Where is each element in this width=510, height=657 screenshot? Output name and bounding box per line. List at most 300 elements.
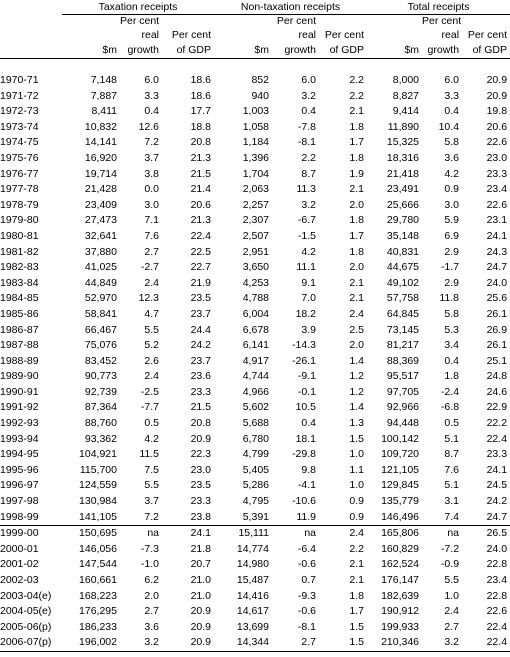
value-cell: 2.2 — [349, 542, 365, 555]
value-cell: 6.0 — [444, 74, 460, 86]
table-row — [0, 557, 510, 573]
value-cell: 852 — [251, 74, 269, 86]
table-row — [0, 542, 510, 558]
value-cell: -10.6 — [292, 495, 316, 508]
value-cell: 17.7 — [190, 105, 211, 118]
value-cell: 2,307 — [242, 214, 269, 227]
value-cell: 15,487 — [236, 574, 269, 586]
value-cell: 20.7 — [190, 558, 211, 571]
value-cell: 3.4 — [444, 339, 460, 352]
value-cell: -7.2 — [440, 542, 460, 555]
value-cell: 88,369 — [386, 354, 420, 367]
value-cell: 1.8 — [349, 120, 365, 133]
value-cell: 2.5 — [349, 323, 365, 336]
value-cell: 52,970 — [84, 292, 117, 305]
value-cell: 7.2 — [144, 136, 159, 149]
value-cell: 4,917 — [242, 354, 269, 367]
value-cell: 8,827 — [392, 89, 420, 102]
value-cell: 4,744 — [242, 370, 269, 383]
value-cell: 24.7 — [486, 261, 508, 274]
value-cell: 21.3 — [190, 151, 211, 164]
year-cell: 1971-72 — [0, 89, 39, 102]
value-cell: 199,933 — [381, 620, 420, 633]
value-cell: 5.5 — [444, 574, 460, 586]
value-cell: 4,795 — [242, 495, 269, 508]
subheader-cell — [62, 15, 120, 29]
value-cell: 2.4 — [349, 307, 365, 320]
value-cell: 7.6 — [444, 463, 460, 476]
value-cell: 4,253 — [242, 276, 269, 289]
value-cell: -29.8 — [292, 448, 316, 461]
subheader-cell — [62, 28, 120, 43]
year-cell: 2001-02 — [0, 558, 39, 571]
value-cell: 18.6 — [190, 74, 211, 86]
value-cell: 1.8 — [444, 370, 460, 383]
value-cell: 23.0 — [486, 151, 508, 164]
value-cell: 18,316 — [386, 151, 420, 164]
year-cell: 1991-92 — [0, 401, 39, 414]
year-cell: 1976-77 — [0, 167, 39, 180]
value-cell: 2.0 — [349, 339, 365, 352]
value-cell: 1.8 — [349, 589, 365, 602]
value-cell: 3.0 — [144, 198, 159, 211]
value-cell: -9.1 — [297, 370, 316, 383]
year-cell: 1994-95 — [0, 448, 39, 461]
value-cell: 2.7 — [444, 620, 460, 633]
value-cell: 5,405 — [242, 463, 269, 476]
year-cell: 2004-05(e) — [0, 605, 52, 618]
value-cell: -6.7 — [297, 214, 316, 227]
value-cell: 2.4 — [319, 526, 367, 542]
year-cell: 1973-74 — [0, 120, 39, 133]
value-cell: 146,056 — [79, 542, 117, 555]
subheader-cell: Per cent — [467, 29, 508, 41]
value-cell: 21.0 — [190, 574, 211, 586]
value-cell: 8.7 — [301, 167, 316, 180]
value-cell: 2.0 — [349, 261, 365, 274]
value-cell: -9.3 — [297, 589, 316, 602]
table-row — [0, 338, 510, 354]
value-cell: 23,409 — [84, 198, 117, 211]
value-cell: 90,773 — [84, 370, 117, 383]
table-row — [0, 229, 510, 245]
value-cell: 24.5 — [486, 479, 508, 492]
value-cell: 5.5 — [144, 479, 159, 492]
value-cell: 1.0 — [349, 448, 365, 461]
value-cell: 100,142 — [381, 432, 420, 445]
value-cell: 87,364 — [84, 401, 117, 414]
value-cell: 1.8 — [349, 214, 365, 227]
value-cell: 21.8 — [190, 542, 211, 555]
value-cell: -0.1 — [297, 385, 316, 398]
subheader-row-3 — [0, 43, 510, 59]
value-cell: 92,739 — [84, 385, 117, 398]
subheader-cell: Per cent — [422, 15, 462, 27]
value-cell: 22.8 — [486, 589, 508, 602]
value-cell: 1.0 — [444, 589, 460, 602]
value-cell: 147,544 — [79, 558, 117, 571]
value-cell: 0.4 — [301, 417, 316, 430]
value-cell: 1.7 — [349, 136, 365, 149]
value-cell: 9.1 — [301, 276, 316, 289]
value-cell: 11.5 — [139, 448, 159, 461]
value-cell: 18.1 — [295, 432, 316, 445]
value-cell: 13,699 — [236, 620, 269, 633]
table-row — [0, 463, 510, 479]
value-cell: na — [422, 526, 462, 542]
value-cell: 14,344 — [214, 635, 272, 651]
value-cell: 3.7 — [144, 151, 159, 164]
value-cell: 2.4 — [144, 370, 159, 383]
value-cell: 0.9 — [349, 510, 365, 523]
value-cell: -6.8 — [440, 401, 460, 414]
value-cell: 3.8 — [144, 167, 159, 180]
value-cell: 26.1 — [486, 339, 508, 352]
value-cell: 24.2 — [190, 339, 211, 352]
value-cell: 5.5 — [144, 323, 159, 336]
value-cell: 4.2 — [144, 432, 159, 445]
value-cell: 5.9 — [444, 214, 460, 227]
value-cell: 5.1 — [444, 479, 460, 492]
value-cell: 2.1 — [349, 183, 365, 196]
value-cell: 23.0 — [190, 463, 211, 476]
value-cell: 2.0 — [349, 198, 365, 211]
value-cell: 24.2 — [486, 495, 508, 508]
value-cell: 21.5 — [190, 167, 211, 180]
value-cell: -7.7 — [140, 401, 159, 414]
year-cell: 2002-03 — [0, 574, 39, 586]
value-cell: 7.0 — [301, 292, 316, 305]
value-cell: 19,714 — [84, 167, 117, 180]
year-cell: 1975-76 — [0, 151, 39, 164]
value-cell: -0.6 — [297, 605, 316, 618]
subheader-cell: Per cent — [120, 15, 160, 27]
value-cell: 2.9 — [444, 276, 460, 289]
value-cell: 22.4 — [486, 620, 508, 633]
value-cell: 7.1 — [144, 214, 159, 227]
value-cell: 115,700 — [79, 463, 117, 476]
value-cell: 2.1 — [349, 558, 365, 571]
value-cell: 41,025 — [84, 261, 117, 274]
value-cell: 1.5 — [349, 432, 365, 445]
header-blank — [0, 0, 62, 15]
value-cell: 176,147 — [381, 574, 420, 586]
subheader-cell: of GDP — [462, 43, 510, 59]
year-cell: 1999-00 — [0, 526, 62, 542]
value-cell: 88,760 — [84, 417, 117, 430]
value-cell: 83,452 — [84, 354, 117, 367]
year-cell: 1980-81 — [0, 229, 39, 242]
subheader-cell: growth — [272, 43, 319, 59]
value-cell: 20.6 — [190, 198, 211, 211]
table-row — [0, 213, 510, 229]
value-cell: 23.4 — [486, 183, 508, 196]
table-row — [0, 276, 510, 292]
value-cell: 21.5 — [190, 401, 211, 414]
value-cell: 23.5 — [190, 292, 211, 305]
table-row — [0, 400, 510, 416]
value-cell: 2.4 — [144, 276, 159, 289]
table-row — [0, 573, 510, 589]
value-cell: 2.7 — [272, 635, 319, 651]
value-cell: 11.3 — [296, 183, 316, 196]
value-cell: 1.8 — [349, 245, 365, 258]
value-cell: 2.2 — [349, 89, 365, 102]
value-cell: 2.4 — [444, 605, 460, 618]
value-cell: 6,004 — [242, 307, 269, 320]
table-row — [0, 198, 510, 214]
value-cell: 21,418 — [386, 167, 420, 180]
table-row — [0, 494, 510, 510]
value-cell: 97,705 — [386, 385, 420, 398]
value-cell: 10.4 — [438, 120, 460, 133]
value-cell: 6,780 — [242, 432, 269, 445]
subheader-cell — [214, 15, 272, 29]
value-cell: 2.6 — [144, 354, 159, 367]
value-cell: 2.7 — [144, 245, 159, 258]
table-row — [0, 447, 510, 463]
year-cell: 2005-06(p) — [0, 620, 52, 633]
value-cell: 150,695 — [62, 526, 120, 542]
value-cell: 22.4 — [462, 635, 510, 651]
value-cell: 19.8 — [486, 105, 508, 118]
value-cell: 0.5 — [144, 417, 159, 430]
value-cell: 2.1 — [349, 574, 365, 586]
value-cell: 2.1 — [349, 292, 365, 305]
table-row — [0, 354, 510, 370]
value-cell: 2.1 — [349, 276, 365, 289]
value-cell: 8.7 — [444, 448, 460, 461]
subheader-cell — [367, 28, 422, 43]
value-cell: 21.9 — [190, 276, 211, 289]
value-cell: 24.1 — [486, 463, 508, 476]
value-cell: -2.4 — [440, 385, 460, 398]
value-cell: -2.7 — [140, 261, 159, 274]
value-cell: 64,845 — [386, 307, 420, 320]
value-cell: 81,217 — [386, 339, 420, 352]
subheader-cell: Per cent — [276, 15, 316, 27]
value-cell: 2,257 — [242, 198, 269, 211]
value-cell: 20.9 — [162, 635, 214, 651]
year-cell: 2003-04(e) — [0, 589, 52, 602]
value-cell: 22.5 — [190, 245, 211, 258]
value-cell: 186,233 — [79, 620, 117, 633]
value-cell: 24.0 — [486, 542, 508, 555]
subheader-cell: real — [441, 29, 460, 41]
value-cell: 4.2 — [301, 245, 316, 258]
value-cell: 14,416 — [236, 589, 269, 602]
value-cell: 5,602 — [242, 401, 269, 414]
value-cell: 92,966 — [386, 401, 420, 414]
value-cell: 21.4 — [190, 183, 211, 196]
value-cell: 15,325 — [386, 136, 420, 149]
value-cell: 23,491 — [386, 183, 420, 196]
value-cell: 23.3 — [190, 385, 211, 398]
value-cell: 23.7 — [190, 354, 211, 367]
value-cell: 146,496 — [381, 510, 420, 523]
value-cell: 8,000 — [392, 74, 420, 86]
group-non-taxation: Non-taxation receipts — [214, 0, 367, 15]
group-taxation: Taxation receipts — [62, 0, 214, 15]
value-cell: 24.8 — [486, 370, 508, 383]
value-cell: 7.5 — [144, 463, 159, 476]
table-row — [0, 135, 510, 151]
table-row — [0, 307, 510, 323]
value-cell: -1.5 — [297, 229, 316, 242]
value-cell: 22.8 — [486, 558, 508, 571]
year-cell: 2000-01 — [0, 542, 39, 555]
value-cell: 20.9 — [190, 432, 211, 445]
value-cell: 5.8 — [444, 136, 460, 149]
value-cell: 109,720 — [381, 448, 420, 461]
year-cell: 1992-93 — [0, 417, 39, 430]
value-cell: -1.0 — [140, 558, 159, 571]
value-cell: -4.1 — [297, 479, 316, 492]
value-cell: 0.9 — [444, 183, 460, 196]
year-cell: 1970-71 — [0, 74, 39, 86]
value-cell: na — [272, 526, 319, 542]
value-cell: 3.7 — [144, 495, 159, 508]
value-cell: 66,467 — [84, 323, 117, 336]
value-cell: 24.3 — [486, 245, 508, 258]
value-cell: 2.2 — [349, 74, 365, 86]
year-cell: 1981-82 — [0, 245, 39, 258]
value-cell: 24.1 — [162, 526, 214, 542]
value-cell: 11.8 — [439, 292, 460, 305]
table-row — [0, 526, 510, 542]
year-cell: 1986-87 — [0, 323, 39, 336]
value-cell: -2.5 — [140, 385, 159, 398]
subheader-cell: $m — [214, 43, 272, 59]
table-row — [0, 510, 510, 526]
value-cell: 22.4 — [486, 432, 508, 445]
value-cell: 135,779 — [381, 495, 420, 508]
value-cell: 29,780 — [386, 214, 420, 227]
subheader-cell: of GDP — [319, 43, 367, 59]
value-cell: 0.0 — [144, 183, 159, 196]
value-cell: 23.3 — [190, 495, 211, 508]
value-cell: 130,984 — [79, 495, 117, 508]
value-cell: 20.9 — [190, 605, 211, 618]
value-cell: 9.8 — [301, 463, 316, 476]
value-cell: 20.9 — [190, 620, 211, 633]
table-row — [0, 182, 510, 198]
value-cell: -1.7 — [440, 261, 460, 274]
value-cell: 95,517 — [386, 370, 420, 383]
year-cell: 1993-94 — [0, 432, 39, 445]
value-cell: 23.5 — [190, 479, 211, 492]
value-cell: 26.9 — [486, 323, 508, 336]
value-cell: 25,666 — [386, 198, 420, 211]
value-cell: 1.5 — [319, 635, 367, 651]
value-cell: 23.7 — [190, 307, 211, 320]
table-row — [0, 120, 510, 136]
year-cell: 1996-97 — [0, 479, 39, 492]
value-cell: 129,845 — [381, 479, 420, 492]
value-cell: 4,966 — [242, 385, 269, 398]
value-cell: 0.4 — [301, 105, 316, 118]
year-cell: 1995-96 — [0, 463, 39, 476]
value-cell: 44,675 — [386, 261, 420, 274]
value-cell: 6.2 — [144, 574, 159, 586]
value-cell: 20.6 — [486, 120, 508, 133]
year-cell: 1972-73 — [0, 105, 39, 118]
value-cell: 49,102 — [386, 276, 420, 289]
value-cell: 1.8 — [349, 151, 365, 164]
value-cell: 0.9 — [349, 495, 365, 508]
value-cell: 6.9 — [444, 229, 460, 242]
value-cell: 93,362 — [84, 432, 117, 445]
subheader-cell: $m — [367, 43, 422, 59]
value-cell: 0.5 — [444, 417, 460, 430]
value-cell: 3.2 — [120, 635, 162, 651]
value-cell: 2.7 — [144, 605, 159, 618]
value-cell: 940 — [251, 89, 269, 102]
value-cell: 10.5 — [295, 401, 316, 414]
value-cell: 21.3 — [190, 214, 211, 227]
value-cell: -26.1 — [292, 354, 316, 367]
value-cell: 20.8 — [190, 136, 211, 149]
subheader-cell: of GDP — [162, 43, 214, 59]
value-cell: 14,617 — [236, 605, 269, 618]
value-cell: 160,661 — [79, 574, 117, 586]
value-cell: 5,286 — [242, 479, 269, 492]
value-cell: 57,758 — [386, 292, 420, 305]
value-cell: 27,473 — [84, 214, 117, 227]
value-cell: 20.8 — [190, 417, 211, 430]
value-cell: 7,148 — [90, 74, 117, 86]
value-cell: 14,774 — [236, 542, 269, 555]
value-cell: 7.2 — [144, 510, 159, 523]
value-cell: 1.9 — [349, 167, 365, 180]
value-cell: 58,841 — [84, 307, 117, 320]
year-cell: 1978-79 — [0, 198, 39, 211]
value-cell: 24.7 — [486, 510, 508, 523]
value-cell: 12.6 — [138, 120, 159, 133]
value-cell: 3.6 — [144, 620, 159, 633]
value-cell: 73,145 — [386, 323, 420, 336]
year-cell: 1977-78 — [0, 183, 39, 196]
table-row — [0, 73, 510, 89]
value-cell: 124,559 — [79, 479, 117, 492]
value-cell: 20.9 — [486, 74, 508, 86]
group-total: Total receipts — [367, 0, 510, 15]
table-row — [0, 432, 510, 448]
value-cell: 18.8 — [190, 120, 211, 133]
value-cell: 5.1 — [444, 432, 460, 445]
value-cell: 1.2 — [349, 385, 365, 398]
table-row — [0, 291, 510, 307]
value-cell: 1.2 — [349, 370, 365, 383]
value-cell: 3.3 — [144, 89, 159, 102]
year-cell: 1987-88 — [0, 339, 39, 352]
value-cell: 182,639 — [381, 589, 420, 602]
value-cell: 18.6 — [190, 89, 211, 102]
table-row — [0, 589, 510, 605]
value-cell: 12.3 — [138, 292, 159, 305]
year-cell: 1988-89 — [0, 354, 39, 367]
subheader-cell: $m — [62, 43, 120, 59]
value-cell: -14.3 — [292, 339, 316, 352]
value-cell: 22.6 — [486, 136, 508, 149]
value-cell: 75,076 — [84, 339, 117, 352]
value-cell: na — [120, 526, 162, 542]
value-cell: 2,951 — [242, 245, 269, 258]
value-cell: 4.2 — [444, 167, 460, 180]
value-cell: 37,880 — [84, 245, 117, 258]
value-cell: 11,890 — [387, 120, 420, 133]
value-cell: 14,980 — [236, 558, 269, 571]
